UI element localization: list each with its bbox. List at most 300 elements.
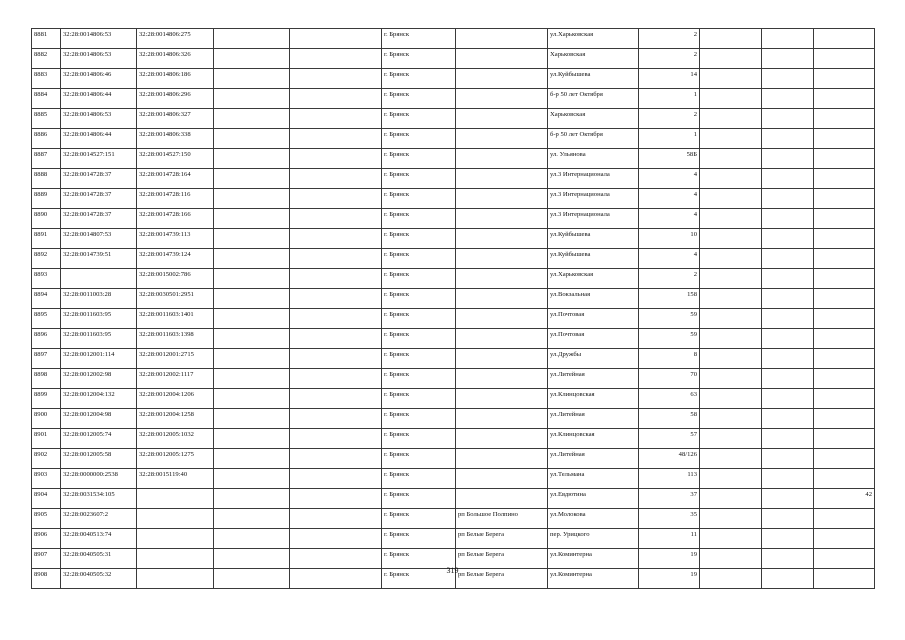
cell-col-5 [290,529,382,549]
cell-house-number: 2 [639,29,700,49]
cell-col-11 [762,209,814,229]
cell-cadastral-number-parcel: 32:28:0014806:53 [61,29,137,49]
cell-col-11 [762,309,814,329]
cell-cadastral-number-parcel: 32:28:0012005:74 [61,429,137,449]
cell-cadastral-number-object: 32:28:0030501:2951 [137,289,214,309]
cell-city: г. Брянск [382,329,456,349]
cell-col-12 [814,89,875,109]
cell-house-number: 58 [639,409,700,429]
cell-street: ул.Куйбышева [548,69,639,89]
cell-house-number: 57 [639,429,700,449]
cell-street: ул.Коминтерна [548,549,639,569]
cell-settlement [456,409,548,429]
cell-col-12 [814,149,875,169]
cell-col-5 [290,189,382,209]
cell-col-11 [762,329,814,349]
cell-cadastral-number-object: 32:28:0014806:326 [137,49,214,69]
cell-col-12 [814,229,875,249]
cell-street: ул.Коминтерна [548,569,639,589]
cell-col-12 [814,209,875,229]
cell-cadastral-number-parcel: 32:28:0014527:151 [61,149,137,169]
cell-col-11 [762,149,814,169]
table-body [32,29,875,589]
cell-city: г. Брянск [382,269,456,289]
table-row [32,289,875,309]
cell-city: г. Брянск [382,469,456,489]
cell-col-4 [214,369,290,389]
cell-street: б-р 50 лет Октября [548,129,639,149]
cell-cadastral-number-parcel [61,269,137,289]
table-row [32,489,875,509]
cell-street: ул.Литейная [548,449,639,469]
cell-cadastral-number-object: 32:28:0014728:164 [137,169,214,189]
cell-cadastral-number-object [137,489,214,509]
table-row [32,349,875,369]
cell-col-4 [214,309,290,329]
cell-settlement [456,249,548,269]
cell-settlement [456,389,548,409]
cell-col-11 [762,509,814,529]
cell-cadastral-number-parcel: 32:28:0014807:53 [61,229,137,249]
cell-row-number: 8891 [32,229,61,249]
cell-col-11 [762,449,814,469]
cell-col-11 [762,29,814,49]
cell-col-11 [762,189,814,209]
cell-col-10 [700,189,762,209]
cell-col-4 [214,249,290,269]
cell-street: ул.Евдютина [548,489,639,509]
cell-cadastral-number-parcel: 32:28:0023607:2 [61,509,137,529]
cell-col-12 [814,469,875,489]
cell-house-number: 4 [639,249,700,269]
cell-settlement [456,129,548,149]
cell-city: г. Брянск [382,529,456,549]
cell-cadastral-number-parcel: 32:28:0011603:95 [61,329,137,349]
cell-street: ул.Почтовая [548,309,639,329]
cell-col-4 [214,529,290,549]
cell-col-11 [762,409,814,429]
cell-street: ул.Харьковская [548,29,639,49]
cell-city: г. Брянск [382,29,456,49]
cell-col-5 [290,69,382,89]
cell-col-12 [814,409,875,429]
cell-row-number: 8887 [32,149,61,169]
cell-house-number: 63 [639,389,700,409]
cell-cadastral-number-parcel: 32:28:0000000:2538 [61,469,137,489]
table-row [32,229,875,249]
cell-row-number: 8894 [32,289,61,309]
cell-col-5 [290,49,382,69]
cell-cadastral-number-object: 32:28:0014728:166 [137,209,214,229]
cell-col-12 [814,189,875,209]
cell-cadastral-number-parcel: 32:28:0012001:114 [61,349,137,369]
table-row [32,49,875,69]
cell-settlement [456,309,548,329]
cell-street: ул.Клинцовская [548,389,639,409]
table-row [32,169,875,189]
cell-street: ул.Молокова [548,509,639,529]
cell-street: ул.Клинцовская [548,429,639,449]
table-row [32,69,875,89]
cell-house-number: 2 [639,49,700,69]
cell-col-4 [214,269,290,289]
cell-row-number: 8906 [32,529,61,549]
cell-col-10 [700,309,762,329]
cell-col-10 [700,69,762,89]
cell-col-11 [762,489,814,509]
cell-row-number: 8890 [32,209,61,229]
cell-settlement: рп Большое Полпино [456,509,548,529]
cell-settlement [456,469,548,489]
cell-col-10 [700,369,762,389]
table-row [32,149,875,169]
cell-col-4 [214,89,290,109]
cell-col-4 [214,149,290,169]
cell-col-11 [762,229,814,249]
cell-house-number: 4 [639,189,700,209]
cell-col-10 [700,209,762,229]
cell-cadastral-number-object: 32:28:0014527:150 [137,149,214,169]
cell-col-12 [814,529,875,549]
cell-col-5 [290,269,382,289]
cell-cadastral-number-object: 32:28:0012005:1032 [137,429,214,449]
cell-col-4 [214,189,290,209]
table-row [32,129,875,149]
cell-col-5 [290,449,382,469]
cell-col-12 [814,49,875,69]
table-row [32,389,875,409]
cell-col-4 [214,389,290,409]
cell-row-number: 8897 [32,349,61,369]
cell-row-number: 8886 [32,129,61,149]
cell-cadastral-number-object: 32:28:0012004:1206 [137,389,214,409]
cell-street: Харьковская [548,109,639,129]
cell-row-number: 8888 [32,169,61,189]
table-row [32,189,875,209]
cell-cadastral-number-parcel: 32:28:0014806:46 [61,69,137,89]
cell-street: ул.Вокзальная [548,289,639,309]
cell-col-10 [700,229,762,249]
cell-settlement [456,69,548,89]
cell-settlement [456,349,548,369]
cell-cadastral-number-object: 32:28:0012005:1275 [137,449,214,469]
cell-row-number: 8903 [32,469,61,489]
cell-house-number: 59 [639,309,700,329]
cell-col-11 [762,529,814,549]
table-row [32,429,875,449]
cell-col-4 [214,49,290,69]
cell-col-4 [214,69,290,89]
cell-city: г. Брянск [382,449,456,469]
cell-cadastral-number-parcel: 32:28:0031534:105 [61,489,137,509]
cell-street: б-р 50 лет Октября [548,89,639,109]
cell-col-10 [700,529,762,549]
cell-house-number: 2 [639,109,700,129]
cell-house-number: 35 [639,509,700,529]
table-row [32,269,875,289]
cell-row-number: 8895 [32,309,61,329]
cell-cadastral-number-object [137,509,214,529]
cell-row-number: 8902 [32,449,61,469]
cell-col-5 [290,429,382,449]
cell-col-11 [762,269,814,289]
cell-city: г. Брянск [382,189,456,209]
table-row [32,449,875,469]
table-row [32,209,875,229]
cell-street: ул.Харьковская [548,269,639,289]
cell-col-5 [290,89,382,109]
cell-street: ул.3 Интернационала [548,209,639,229]
cell-cadastral-number-parcel: 32:28:0012004:98 [61,409,137,429]
cell-settlement [456,169,548,189]
cell-col-11 [762,249,814,269]
cell-col-5 [290,249,382,269]
cell-house-number: 58Б [639,149,700,169]
cell-cadastral-number-object: 32:28:0012004:1258 [137,409,214,429]
table-row [32,509,875,529]
cell-row-number: 8908 [32,569,61,589]
cell-col-5 [290,149,382,169]
table-row [32,309,875,329]
cell-settlement [456,189,548,209]
cell-city: г. Брянск [382,49,456,69]
cell-cadastral-number-object: 32:28:0012002:1117 [137,369,214,389]
cell-row-number: 8884 [32,89,61,109]
cell-house-number: 8 [639,349,700,369]
cell-col-10 [700,489,762,509]
cell-col-10 [700,109,762,129]
cell-cadastral-number-parcel: 32:28:0012005:58 [61,449,137,469]
cell-row-number: 8907 [32,549,61,569]
cell-settlement [456,449,548,469]
cell-col-5 [290,409,382,429]
cell-col-11 [762,109,814,129]
cell-city: г. Брянск [382,169,456,189]
cell-col-10 [700,129,762,149]
cell-col-12 [814,349,875,369]
cell-col-4 [214,169,290,189]
cell-settlement [456,369,548,389]
cell-settlement: рп Белые Берега [456,529,548,549]
cell-settlement [456,89,548,109]
cell-col-12 [814,369,875,389]
cell-house-number: 59 [639,329,700,349]
cell-col-11 [762,89,814,109]
cell-row-number: 8882 [32,49,61,69]
cell-col-5 [290,509,382,529]
cell-col-5 [290,369,382,389]
cell-col-10 [700,509,762,529]
cell-col-11 [762,289,814,309]
cell-col-4 [214,109,290,129]
cell-row-number: 8904 [32,489,61,509]
cell-col-4 [214,449,290,469]
cell-cadastral-number-object: 32:28:0014739:113 [137,229,214,249]
cell-row-number: 8883 [32,69,61,89]
cell-cadastral-number-object: 32:28:0014739:124 [137,249,214,269]
cell-street: ул.Дружбы [548,349,639,369]
cell-col-5 [290,329,382,349]
cell-col-10 [700,349,762,369]
cell-col-12 [814,109,875,129]
table-row [32,409,875,429]
cell-col-5 [290,129,382,149]
cell-col-4 [214,409,290,429]
cell-city: г. Брянск [382,389,456,409]
cell-street: ул. Ульянова [548,149,639,169]
cell-cadastral-number-object: 32:28:0014806:275 [137,29,214,49]
cell-cadastral-number-object: 32:28:0011603:1401 [137,309,214,329]
cell-row-number: 8899 [32,389,61,409]
cell-house-number: 14 [639,69,700,89]
cell-house-number: 10 [639,229,700,249]
cell-city: г. Брянск [382,249,456,269]
cell-row-number: 8892 [32,249,61,269]
cell-col-11 [762,389,814,409]
cell-col-10 [700,329,762,349]
cell-settlement [456,429,548,449]
cell-cadastral-number-object [137,529,214,549]
page-number: 319 [446,566,459,575]
cell-street: ул.3 Интернационала [548,169,639,189]
cell-col-12 [814,449,875,469]
cell-city: г. Брянск [382,429,456,449]
cell-col-10 [700,149,762,169]
cell-house-number: 2 [639,269,700,289]
cell-cadastral-number-object: 32:28:0014806:338 [137,129,214,149]
cell-col-12 [814,29,875,49]
table-row [32,29,875,49]
cell-col-10 [700,469,762,489]
cell-city: г. Брянск [382,489,456,509]
cell-row-number: 8893 [32,269,61,289]
cell-col-4 [214,129,290,149]
cell-house-number: 19 [639,569,700,589]
table-row [32,529,875,549]
cell-col-5 [290,309,382,329]
cell-cadastral-number-parcel: 32:28:0014739:51 [61,249,137,269]
cell-col-11 [762,49,814,69]
cell-col-4 [214,209,290,229]
cell-col-5 [290,289,382,309]
cell-col-11 [762,169,814,189]
cell-cadastral-number-parcel: 32:28:0014806:44 [61,129,137,149]
cell-col-5 [290,109,382,129]
cell-house-number: 113 [639,469,700,489]
cell-row-number: 8885 [32,109,61,129]
table-row [32,469,875,489]
cell-col-10 [700,29,762,49]
cell-col-11 [762,429,814,449]
cell-house-number: 4 [639,209,700,229]
cell-house-number: 19 [639,549,700,569]
cell-row-number: 8896 [32,329,61,349]
cell-city: г. Брянск [382,409,456,429]
cell-col-5 [290,29,382,49]
cell-street: ул.Куйбышева [548,229,639,249]
cell-row-number: 8889 [32,189,61,209]
cell-city: г. Брянск [382,289,456,309]
cell-street: Харьковская [548,49,639,69]
cell-col-4 [214,349,290,369]
cell-settlement [456,209,548,229]
cell-col-12 [814,129,875,149]
cell-col-11 [762,69,814,89]
cell-cadastral-number-object: 32:28:0011603:1398 [137,329,214,349]
cell-cadastral-number-parcel: 32:28:0014806:44 [61,89,137,109]
cell-city: г. Брянск [382,369,456,389]
cell-city: г. Брянск [382,149,456,169]
cell-house-number: 70 [639,369,700,389]
cell-settlement [456,149,548,169]
cell-col-10 [700,89,762,109]
cell-col-4 [214,29,290,49]
cell-house-number: 48/126 [639,449,700,469]
cell-cadastral-number-parcel: 32:28:0011603:95 [61,309,137,329]
cell-settlement: рп Белые Берега [456,549,548,569]
cell-cadastral-number-parcel: 32:28:0012002:98 [61,369,137,389]
cell-settlement [456,49,548,69]
cell-city: г. Брянск [382,109,456,129]
cell-city: г. Брянск [382,129,456,149]
cell-col-5 [290,389,382,409]
cell-col-10 [700,269,762,289]
cell-col-4 [214,289,290,309]
cell-col-5 [290,229,382,249]
cell-settlement [456,289,548,309]
cell-row-number: 8905 [32,509,61,529]
cell-settlement: рп Белые Берега [456,569,548,589]
cell-col-12 [814,429,875,449]
cell-row-number: 8901 [32,429,61,449]
cell-col-10 [700,389,762,409]
cell-col-4 [214,469,290,489]
cell-city: г. Брянск [382,549,456,569]
cell-settlement [456,329,548,349]
cell-city: г. Брянск [382,309,456,329]
cell-col-4 [214,429,290,449]
cell-col-4 [214,509,290,529]
cell-cadastral-number-parcel: 32:28:0040513:74 [61,529,137,549]
cell-col-11 [762,349,814,369]
cell-settlement [456,269,548,289]
cell-house-number: 158 [639,289,700,309]
registry-table [31,28,875,589]
cell-col-10 [700,289,762,309]
cell-col-11 [762,469,814,489]
cell-col-12 [814,289,875,309]
cell-cadastral-number-parcel: 32:28:0012004:132 [61,389,137,409]
cell-cadastral-number-parcel: 32:28:0014806:53 [61,49,137,69]
cell-cadastral-number-parcel: 32:28:0014806:53 [61,109,137,129]
cell-col-11 [762,369,814,389]
cell-settlement [456,29,548,49]
cell-col-4 [214,229,290,249]
cell-col-12 [814,509,875,529]
cell-col-12 [814,309,875,329]
cell-settlement [456,109,548,129]
cell-col-5 [290,169,382,189]
cell-col-10 [700,49,762,69]
cell-col-12 [814,389,875,409]
cell-street: ул.Литейная [548,369,639,389]
cell-col-12 [814,249,875,269]
cell-cadastral-number-parcel: 32:28:0014728:37 [61,169,137,189]
cell-house-number: 11 [639,529,700,549]
cell-col-5 [290,209,382,229]
cell-cadastral-number-object: 32:28:0012001:2715 [137,349,214,369]
cell-cadastral-number-parcel: 32:28:0040505:32 [61,569,137,589]
